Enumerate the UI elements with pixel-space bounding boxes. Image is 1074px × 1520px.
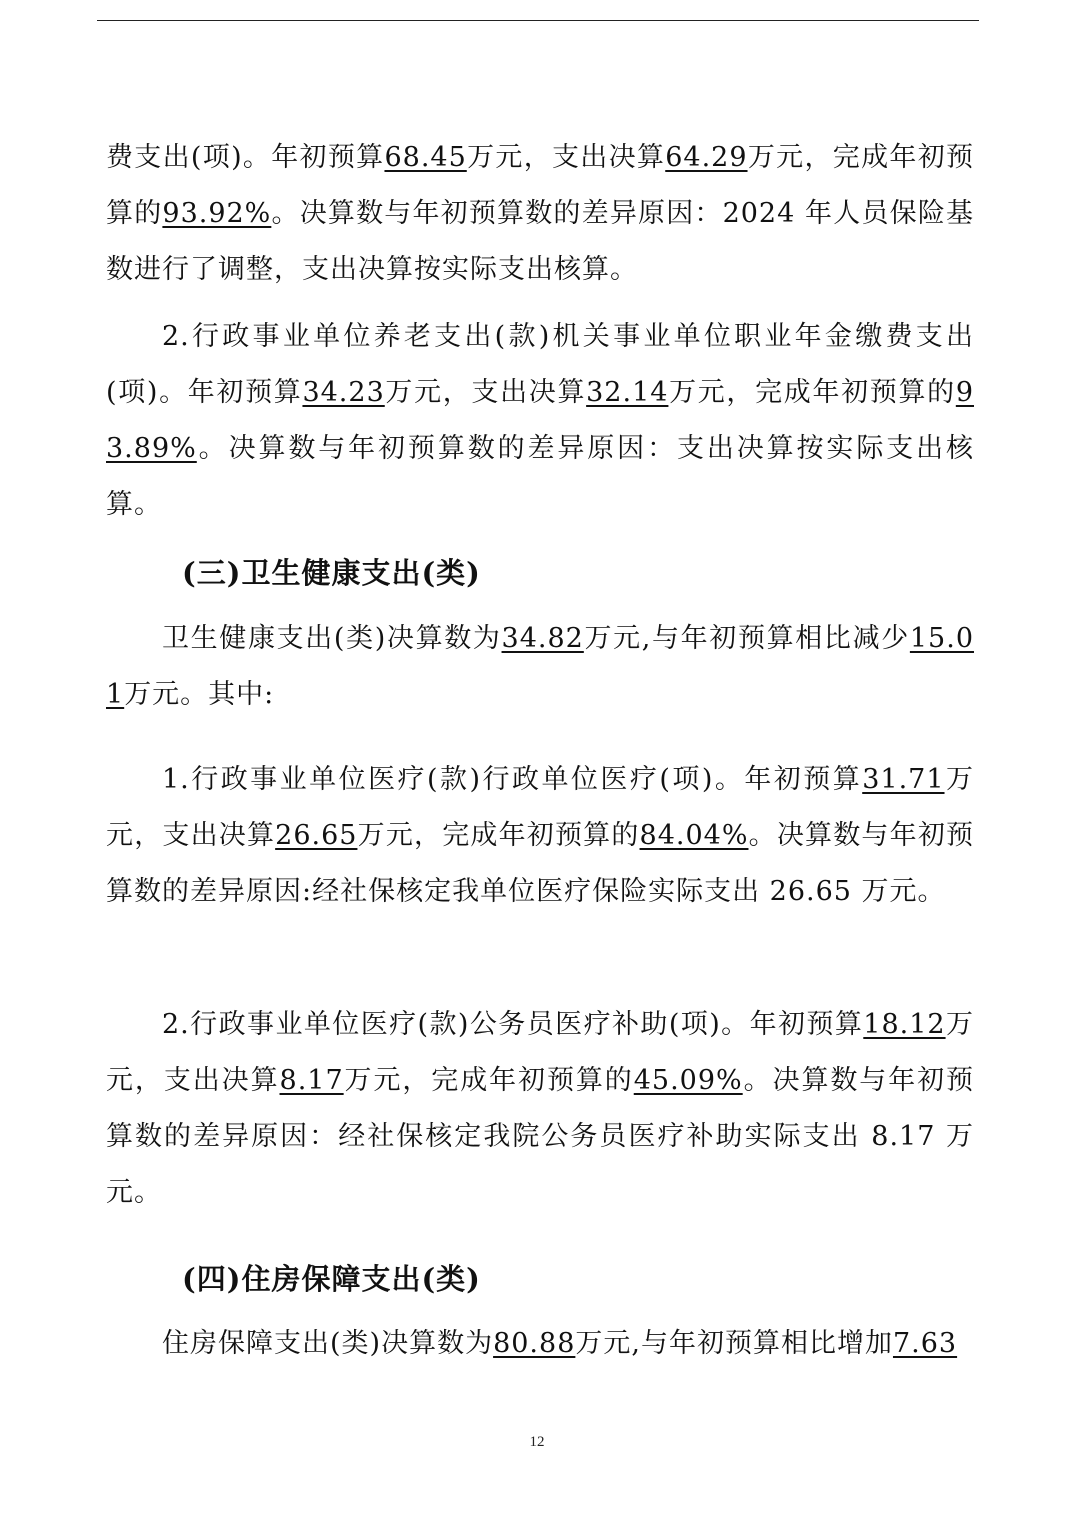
- text: 万元，支出决算: [384, 377, 587, 408]
- text: 住房保障支出(类)决算数为: [162, 1328, 494, 1359]
- paragraph-housing-summary: [106, 1316, 974, 1372]
- budget-value: 18.12: [863, 1009, 946, 1040]
- text: 1.行政事业单位医疗(款)行政单位医疗(项)。年初预算: [162, 764, 863, 795]
- text: 。决算数与年初预算数的差异原因：2024 年人员保险基数进行了调整，支出决算按实际支出核算。: [106, 198, 975, 285]
- text: 费支出(项)。年初预算: [106, 142, 385, 173]
- text: 万元，支出决算: [466, 142, 666, 173]
- budget-value: 68.45: [384, 142, 467, 173]
- actual-value: 34.82: [501, 623, 584, 654]
- text: 。决算数与年初预算数的差异原因：经社保核定我院公务员医疗补助实际支出 8.17 万元。: [106, 1065, 975, 1208]
- text: 万元，完成年初预算的: [343, 1065, 634, 1096]
- completion-rate: 93.89%: [106, 377, 974, 464]
- paragraph-occupational-annuity: [106, 309, 974, 533]
- decrease-value: 15.01: [106, 623, 974, 710]
- completion-rate: 45.09%: [633, 1065, 743, 1096]
- completion-rate: 93.92%: [162, 198, 272, 229]
- text: 卫生健康支出(类)决算数为: [162, 623, 502, 654]
- text: 万元。其中:: [124, 679, 275, 710]
- text: 万元,与年初预算相比减少: [583, 623, 910, 654]
- paragraph-pension-insurance: [106, 130, 974, 298]
- text: 。决算数与年初预算数的差异原因:经社保核定我单位医疗保险实际支出 26.65 万元。: [106, 820, 975, 907]
- text: 万元,与年初预算相比增加: [575, 1328, 893, 1359]
- actual-value: 80.88: [493, 1328, 576, 1359]
- page-number: 12: [529, 1434, 545, 1450]
- text: 万元，完成年初预算的: [668, 377, 956, 408]
- text: 万元，完成年初预算的: [106, 142, 974, 229]
- actual-value: 64.29: [665, 142, 748, 173]
- paragraph-civil-servant-medical: [106, 997, 974, 1221]
- text: 万元，完成年初预算的: [357, 820, 640, 851]
- section-heading-health: (三)卫生健康支出(类): [182, 556, 481, 590]
- section-heading-housing: (四)住房保障支出(类): [182, 1262, 481, 1296]
- completion-rate: 84.04%: [639, 820, 749, 851]
- paragraph-health-summary: [106, 611, 974, 723]
- text: 万元，支出决算: [106, 1009, 974, 1096]
- actual-value: 26.65: [275, 820, 358, 851]
- text: 2.行政事业单位养老支出(款)机关事业单位职业年金缴费支出(项)。年初预算: [106, 321, 974, 408]
- actual-value: 8.17: [279, 1065, 344, 1096]
- text: 。决算数与年初预算数的差异原因：支出决算按实际支出核算。: [106, 433, 974, 520]
- text: 2.行政事业单位医疗(款)公务员医疗补助(项)。年初预算: [162, 1009, 864, 1040]
- text: 万元，支出决算: [106, 764, 974, 851]
- header-rule: [97, 20, 979, 21]
- increase-value: 7.63: [892, 1328, 958, 1359]
- actual-value: 32.14: [586, 377, 669, 408]
- budget-value: 31.71: [862, 764, 945, 795]
- paragraph-admin-medical: [106, 752, 974, 920]
- budget-value: 34.23: [302, 377, 385, 408]
